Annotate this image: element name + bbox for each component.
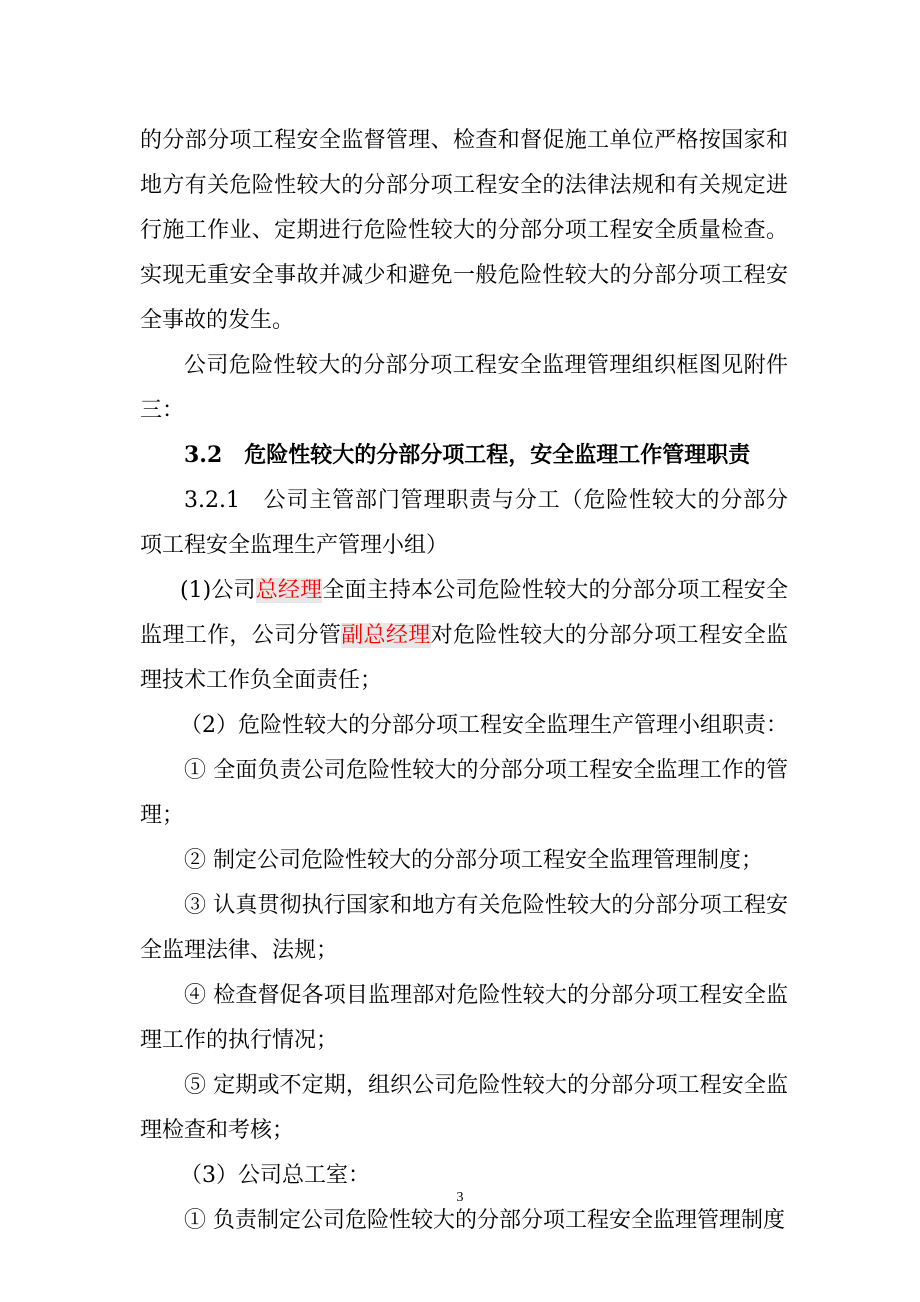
section-heading-3-2: 3.2 危险性较大的分部分项工程，安全监理工作管理职责: [184, 442, 751, 468]
item-1-text-c: 对危险性较大的分部分项工程安全监理技术工作负全面责任；: [140, 623, 788, 693]
page-number: 3: [456, 1190, 464, 1205]
item-2: （2）危险性较大的分部分项工程安全监理生产管理小组职责：: [180, 713, 788, 738]
item-3: （3）公司总工室：: [180, 1163, 370, 1188]
body-text: [140, 118, 788, 1243]
duty-item-1: ① 全面负责公司危险性较大的分部分项工程安全监理工作的管理；: [140, 758, 788, 828]
duty-item-6: ① 负责制定公司危险性较大的分部分项工程安全监理管理制度: [184, 1208, 785, 1233]
item-1-text-b: 全面主持本公司危险性较大的分部分项工程安全监理工作，公司分管: [140, 578, 788, 648]
duty-item-2: ② 制定公司危险性较大的分部分项工程安全监理管理制度；: [184, 848, 763, 873]
item-1-text-a: (1)公司: [180, 578, 256, 603]
duty-item-4: ④ 检查督促各项目监理部对危险性较大的分部分项工程安全监理工作的执行情况；: [140, 983, 788, 1053]
duty-item-5: ⑤ 定期或不定期，组织公司危险性较大的分部分项工程安全监理检查和考核；: [140, 1073, 788, 1143]
paragraph-org-chart-reference: 公司危险性较大的分部分项工程安全监理管理组织框图见附件三：: [140, 353, 788, 423]
paragraph-continuation: 的分部分项工程安全监督管理、检查和督促施工单位严格按国家和地方有关危险性较大的分部分项工程安全的法律法规和有关规定进行施工作业、定期进行危险性较大的分部分项工程安全质量检查。实现无重安全事故并减少和避免一般危险性较大的分部分项工程安全事故的发生。: [140, 128, 788, 333]
highlight-general-manager: 总经理: [255, 578, 323, 603]
subsection-3-2-1: 3.2.1 公司主管部门管理职责与分工（危险性较大的分部分项工程安全监理生产管理小组）: [140, 488, 788, 558]
item-1: [140, 568, 788, 703]
highlight-deputy-general-manager: 副总经理: [341, 623, 431, 648]
duty-item-3: ③ 认真贯彻执行国家和地方有关危险性较大的分部分项工程安全监理法律、法规；: [140, 893, 788, 963]
